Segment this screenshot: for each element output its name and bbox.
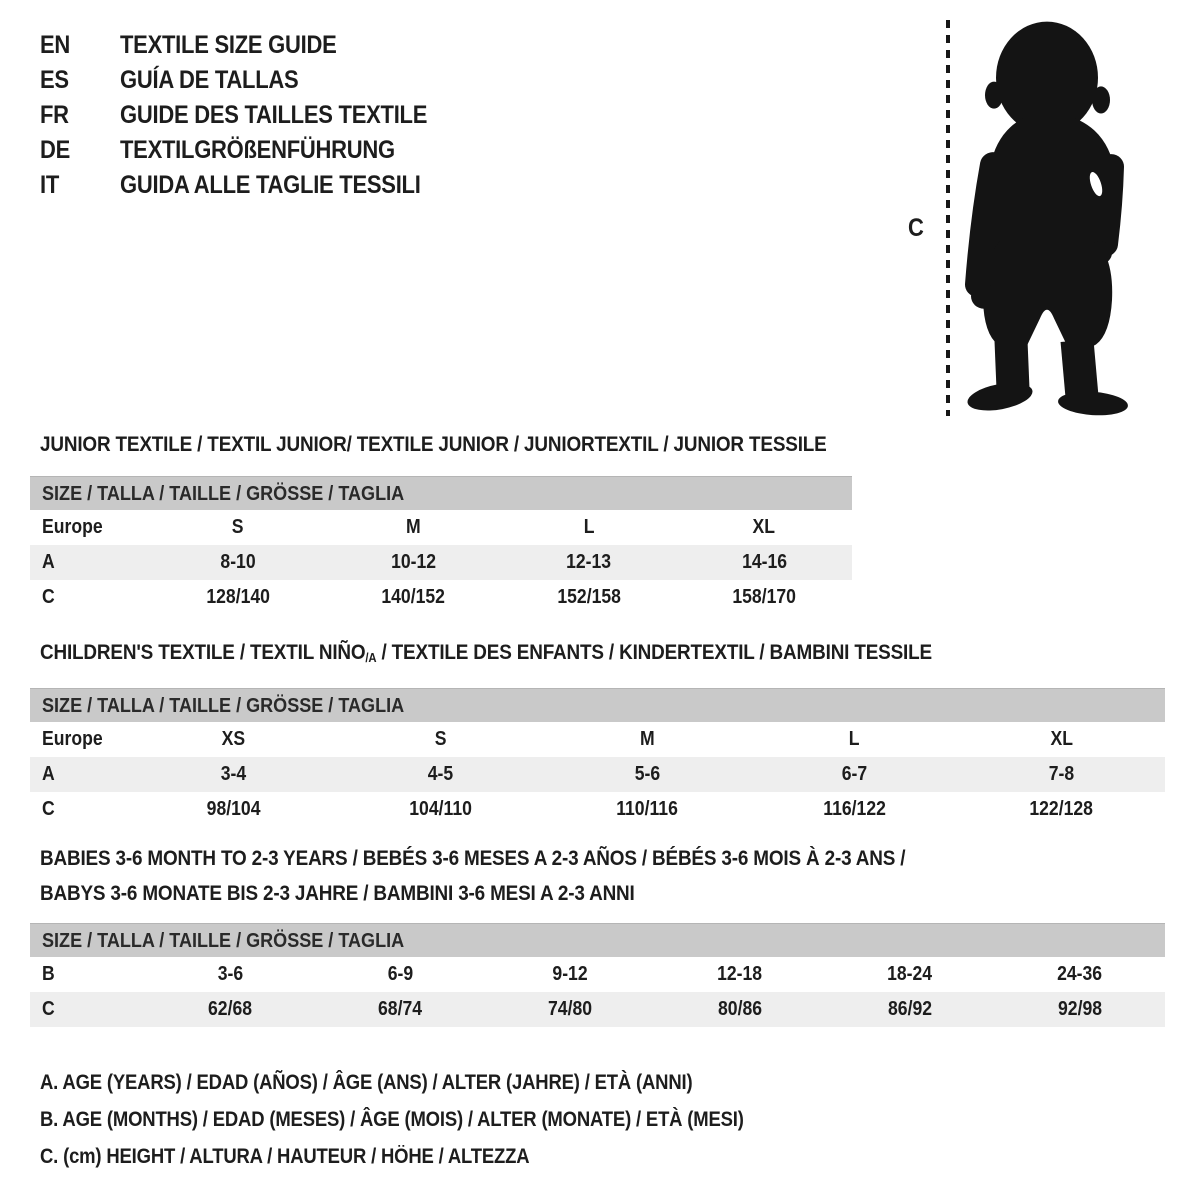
- legend-line-c: [40, 1138, 840, 1175]
- size-header-label: SIZE / TALLA / TAILLE / GRÖSSE / TAGLIA: [42, 481, 405, 505]
- data-cell: [677, 586, 853, 609]
- data-cell: [130, 728, 337, 751]
- size-header-label: SIZE / TALLA / TAILLE / GRÖSSE / TAGLIA: [42, 693, 405, 717]
- table-row: [30, 580, 852, 615]
- row-label: C: [42, 586, 55, 608]
- language-item-es: [40, 63, 469, 98]
- cell-text: 80/86: [717, 998, 763, 1020]
- children-size-table: [30, 688, 1165, 827]
- children-title-subscript: /A: [365, 649, 377, 665]
- cell-text: 128/140: [205, 586, 270, 608]
- babies-section-title-line1: [40, 846, 1023, 871]
- cell-text: 98/104: [206, 798, 261, 820]
- cell-text: 92/98: [1057, 998, 1103, 1020]
- table-row: [30, 722, 1165, 757]
- junior-title-text: JUNIOR TEXTILE / TEXTIL JUNIOR/ TEXTILE JUNIOR / JUNIORTEXTIL / JUNIOR TESSILE: [40, 432, 827, 456]
- cell-text: 7-8: [1048, 763, 1075, 785]
- cell-text: 140/152: [381, 586, 446, 608]
- data-cell: [544, 763, 751, 786]
- cell-text: L: [583, 516, 595, 538]
- language-list: [40, 28, 469, 203]
- babies-size-table: [30, 923, 1165, 1027]
- children-section-title: [40, 640, 1054, 665]
- data-cell: [150, 516, 326, 539]
- language-code: DE: [40, 136, 71, 164]
- data-cell: [677, 516, 853, 539]
- row-label: A: [42, 551, 55, 573]
- size-header-band: [30, 688, 1165, 722]
- data-cell: [825, 998, 995, 1021]
- cell-text: S: [231, 516, 244, 538]
- cell-text: 9-12: [552, 963, 588, 985]
- data-cell: [315, 998, 485, 1021]
- table-row: [30, 545, 852, 580]
- size-header-band: [30, 923, 1165, 957]
- cell-text: 6-7: [841, 763, 868, 785]
- cell-text: 10-12: [390, 551, 436, 573]
- data-cell: [751, 798, 958, 821]
- children-title-part1: CHILDREN'S TEXTILE / TEXTIL NIÑO: [40, 640, 366, 664]
- cell-text: 104/110: [409, 798, 472, 820]
- data-cell: [544, 728, 751, 751]
- row-label: C: [42, 798, 55, 820]
- data-cell: [501, 516, 677, 539]
- legend-text-c: C. (cm) HEIGHT / ALTURA / HAUTEUR / HÖHE / ALTEZZA: [40, 1144, 530, 1168]
- data-cell: [130, 798, 337, 821]
- children-table-rows: [30, 722, 1165, 827]
- cell-text: 110/116: [616, 798, 679, 820]
- row-label-cell: [30, 763, 130, 786]
- legend-line-b: [40, 1101, 840, 1138]
- legend-text-a: A. AGE (YEARS) / EDAD (AÑOS) / ÂGE (ANS) / ALTER (JAHRE) / ETÀ (ANNI): [40, 1070, 693, 1094]
- junior-size-table: [30, 476, 852, 615]
- children-title-part2: / TEXTILE DES ENFANTS / KINDERTEXTIL / BAMBINI TESSILE: [376, 640, 932, 664]
- data-cell: [958, 763, 1165, 786]
- size-header-label: SIZE / TALLA / TAILLE / GRÖSSE / TAGLIA: [42, 928, 405, 952]
- row-label-cell: [30, 516, 150, 539]
- cell-text: 122/128: [1029, 798, 1094, 820]
- language-code: IT: [40, 171, 60, 199]
- data-cell: [326, 586, 502, 609]
- data-cell: [958, 798, 1165, 821]
- cell-text: 116/122: [823, 798, 886, 820]
- cell-text: 8-10: [220, 551, 256, 573]
- data-cell: [958, 728, 1165, 751]
- language-label: GUIDE DES TAILLES TEXTILE: [120, 101, 428, 129]
- row-label: Europe: [42, 516, 103, 538]
- cell-text: 158/170: [732, 586, 797, 608]
- data-cell: [150, 551, 326, 574]
- cell-text: 3-4: [220, 763, 247, 785]
- measure-label-c: C: [908, 214, 924, 242]
- data-cell: [544, 798, 751, 821]
- data-cell: [677, 551, 853, 574]
- language-label: GUIDA ALLE TAGLIE TESSILI: [120, 171, 421, 199]
- cell-text: 24-36: [1057, 963, 1103, 985]
- cell-text: 5-6: [634, 763, 661, 785]
- language-label: TEXTILGRÖßENFÜHRUNG: [120, 136, 395, 164]
- babies-section-title-line2: [40, 881, 716, 906]
- language-item-en: [40, 28, 469, 63]
- table-row: [30, 510, 852, 545]
- data-cell: [751, 728, 958, 751]
- language-code: ES: [40, 66, 69, 94]
- table-row: [30, 757, 1165, 792]
- cell-text: 3-6: [217, 963, 243, 985]
- silhouette-shapes: [965, 22, 1129, 418]
- legend-text-b: B. AGE (MONTHS) / EDAD (MESES) / ÂGE (MOIS) / ALTER (MONATE) / ETÀ (MESI): [40, 1107, 744, 1131]
- table-row: [30, 957, 1165, 992]
- cell-text: 4-5: [427, 763, 454, 785]
- language-label: GUÍA DE TALLAS: [120, 66, 299, 94]
- cell-text: XL: [1050, 728, 1073, 750]
- legend: [40, 1064, 840, 1175]
- language-code: FR: [40, 101, 69, 129]
- cell-text: 152/158: [556, 586, 621, 608]
- babies-title-text2: BABYS 3-6 MONATE BIS 2-3 JAHRE / BAMBINI 3-6 MESI A 2-3 ANNI: [40, 881, 635, 905]
- data-cell: [326, 516, 502, 539]
- junior-section-title: [40, 432, 934, 457]
- legend-line-a: [40, 1064, 840, 1101]
- cell-text: XS: [221, 728, 246, 750]
- row-label: B: [42, 963, 55, 985]
- row-label-cell: [30, 728, 130, 751]
- data-cell: [485, 998, 655, 1021]
- data-cell: [825, 963, 995, 986]
- cell-text: S: [434, 728, 447, 750]
- junior-table-rows: [30, 510, 852, 615]
- data-cell: [326, 551, 502, 574]
- row-label: A: [42, 763, 55, 785]
- cell-text: 12-18: [717, 963, 763, 985]
- data-cell: [501, 551, 677, 574]
- toddler-silhouette-icon: [963, 12, 1143, 418]
- row-label-cell: [30, 586, 150, 609]
- cell-text: 68/74: [377, 998, 423, 1020]
- data-cell: [145, 963, 315, 986]
- cell-text: 18-24: [887, 963, 933, 985]
- language-code: EN: [40, 31, 71, 59]
- cell-text: 74/80: [547, 998, 593, 1020]
- cell-text: XL: [753, 516, 776, 538]
- row-label: Europe: [42, 728, 103, 750]
- row-label-cell: [30, 798, 130, 821]
- data-cell: [150, 586, 326, 609]
- data-cell: [995, 963, 1165, 986]
- babies-table-rows: [30, 957, 1165, 1027]
- height-measure-dashed-line: [946, 20, 950, 416]
- language-item-it: [40, 168, 469, 203]
- data-cell: [655, 963, 825, 986]
- data-cell: [130, 763, 337, 786]
- cell-text: 86/92: [887, 998, 933, 1020]
- cell-text: L: [849, 728, 860, 750]
- data-cell: [655, 998, 825, 1021]
- data-cell: [337, 763, 544, 786]
- cell-text: M: [405, 516, 421, 538]
- babies-title-text1: BABIES 3-6 MONTH TO 2-3 YEARS / BEBÉS 3-6 MESES A 2-3 AÑOS / BÉBÉS 3-6 MOIS À 2-3 ANS /: [40, 846, 906, 870]
- row-label-cell: [30, 963, 145, 986]
- language-item-de: [40, 133, 469, 168]
- data-cell: [995, 998, 1165, 1021]
- children-title-text: [40, 640, 932, 665]
- data-cell: [337, 798, 544, 821]
- cell-text: 62/68: [207, 998, 253, 1020]
- data-cell: [485, 963, 655, 986]
- cell-text: 6-9: [387, 963, 413, 985]
- data-cell: [501, 586, 677, 609]
- row-label: C: [42, 998, 55, 1020]
- row-label-cell: [30, 998, 145, 1021]
- cell-text: M: [640, 728, 655, 750]
- row-label-cell: [30, 551, 150, 574]
- data-cell: [337, 728, 544, 751]
- cell-text: 14-16: [741, 551, 787, 573]
- language-item-fr: [40, 98, 469, 133]
- data-cell: [751, 763, 958, 786]
- data-cell: [145, 998, 315, 1021]
- table-row: [30, 992, 1165, 1027]
- language-label: TEXTILE SIZE GUIDE: [120, 31, 337, 59]
- cell-text: 12-13: [566, 551, 612, 573]
- table-row: [30, 792, 1165, 827]
- data-cell: [315, 963, 485, 986]
- size-header-band: [30, 476, 852, 510]
